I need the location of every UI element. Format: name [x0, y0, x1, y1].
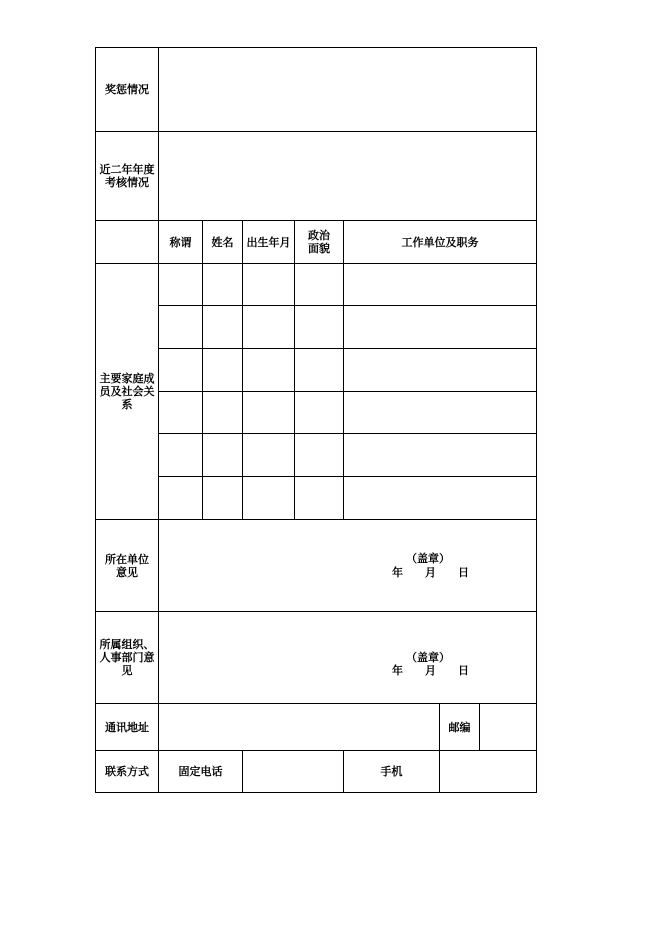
family-cell[interactable]	[158, 476, 203, 520]
org-year: 年	[392, 664, 403, 677]
unit-year: 年	[392, 566, 403, 579]
family-cell[interactable]	[158, 305, 203, 349]
unit-day: 日	[458, 566, 469, 579]
family-cell[interactable]	[294, 348, 344, 392]
family-cell[interactable]	[294, 433, 344, 477]
org-seal: （盖章）	[406, 651, 450, 664]
col-header-name: 姓名	[202, 220, 243, 264]
family-cell[interactable]	[343, 391, 537, 434]
family-cell[interactable]	[242, 348, 295, 392]
family-cell[interactable]	[202, 433, 243, 477]
col-header-work: 工作单位及职务	[343, 220, 537, 264]
family-header-blank	[95, 220, 159, 264]
postcode-label: 邮编	[439, 703, 480, 751]
awards-label: 奖惩情况	[95, 47, 159, 132]
family-cell[interactable]	[242, 263, 295, 306]
mobile-field[interactable]	[439, 750, 537, 793]
address-label: 通讯地址	[95, 703, 159, 751]
awards-field[interactable]	[158, 47, 537, 132]
family-cell[interactable]	[242, 391, 295, 434]
family-cell[interactable]	[343, 476, 537, 520]
unit-seal: （盖章）	[406, 552, 450, 565]
unit-opinion-label: 所在单位意见	[95, 519, 159, 612]
family-cell[interactable]	[294, 476, 344, 520]
family-label: 主要家庭成员及社会关系	[95, 263, 159, 520]
family-cell[interactable]	[158, 348, 203, 392]
family-cell[interactable]	[202, 305, 243, 349]
family-cell[interactable]	[202, 263, 243, 306]
postcode-field[interactable]	[479, 703, 537, 751]
family-cell[interactable]	[202, 348, 243, 392]
family-cell[interactable]	[343, 305, 537, 349]
family-cell[interactable]	[343, 433, 537, 477]
family-cell[interactable]	[242, 476, 295, 520]
org-day: 日	[458, 664, 469, 677]
col-header-political: 政治面貌	[294, 220, 344, 264]
unit-month: 月	[425, 566, 436, 579]
landline-label: 固定电话	[158, 750, 243, 793]
family-cell[interactable]	[242, 433, 295, 477]
family-cell[interactable]	[158, 433, 203, 477]
col-header-birth: 出生年月	[242, 220, 295, 264]
contact-label: 联系方式	[95, 750, 159, 793]
family-cell[interactable]	[158, 263, 203, 306]
appraisal-label: 近二年年度考核情况	[95, 131, 159, 221]
family-cell[interactable]	[343, 263, 537, 306]
family-cell[interactable]	[202, 391, 243, 434]
col-header-relation: 称谓	[158, 220, 203, 264]
org-opinion-label: 所属组织、人事部门意见	[95, 611, 159, 704]
mobile-label: 手机	[343, 750, 440, 793]
family-cell[interactable]	[343, 348, 537, 392]
family-cell[interactable]	[158, 391, 203, 434]
address-field[interactable]	[158, 703, 440, 751]
org-month: 月	[425, 664, 436, 677]
family-cell[interactable]	[294, 391, 344, 434]
family-cell[interactable]	[242, 305, 295, 349]
family-cell[interactable]	[202, 476, 243, 520]
unit-opinion-field[interactable]	[158, 519, 537, 612]
family-cell[interactable]	[294, 263, 344, 306]
appraisal-field[interactable]	[158, 131, 537, 221]
family-cell[interactable]	[294, 305, 344, 349]
org-opinion-field[interactable]	[158, 611, 537, 704]
landline-field[interactable]	[242, 750, 344, 793]
